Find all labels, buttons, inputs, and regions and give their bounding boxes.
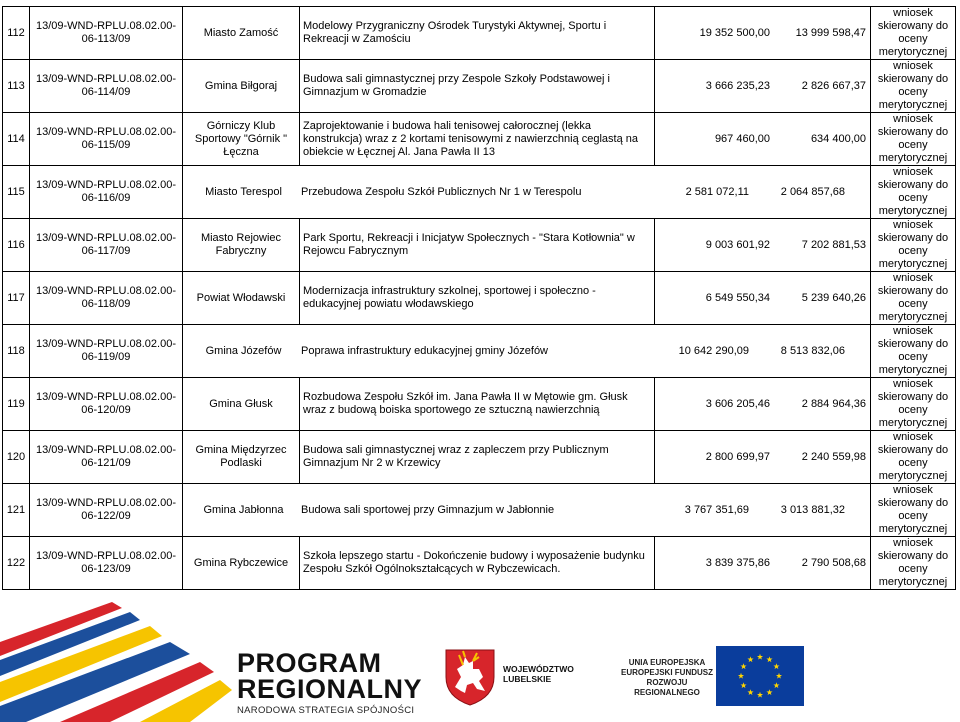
total-value: 3 767 351,69 <box>684 503 749 516</box>
row-number: 113 <box>3 60 30 113</box>
merged-details <box>183 166 871 219</box>
total-value: 3 606 205,46 <box>705 397 770 410</box>
table-row <box>3 7 956 60</box>
merged-details <box>183 484 871 537</box>
table-row <box>3 113 956 166</box>
table-row <box>3 484 956 537</box>
application-number: 13/09-WND-RPLU.08.02.00-06-121/09 <box>30 431 183 484</box>
eu-line3: ROZWOJU REGIONALNEGO <box>634 678 700 697</box>
applications-table <box>2 6 956 590</box>
application-number: 13/09-WND-RPLU.08.02.00-06-113/09 <box>30 7 183 60</box>
application-status: wniosek skierowany do oceny merytorycznej <box>871 484 956 537</box>
application-number: 13/09-WND-RPLU.08.02.00-06-116/09 <box>30 166 183 219</box>
application-number: 13/09-WND-RPLU.08.02.00-06-117/09 <box>30 219 183 272</box>
lubelskie-coat-of-arms-icon <box>443 647 497 707</box>
eu-line2: EUROPEJSKI FUNDUSZ <box>620 668 713 677</box>
application-number: 13/09-WND-RPLU.08.02.00-06-123/09 <box>30 537 183 590</box>
row-number: 112 <box>3 7 30 60</box>
co-financing: 2 790 508,68 <box>801 556 866 569</box>
project-title: Modelowy Przygraniczny Ośrodek Turystyki Aktywnej, Sportu i Rekreacji w Zamościu <box>300 7 655 60</box>
row-number: 121 <box>3 484 30 537</box>
value-cell <box>655 272 871 325</box>
value-cell <box>655 60 871 113</box>
row-number: 115 <box>3 166 30 219</box>
total-value: 3 666 235,23 <box>705 79 770 92</box>
co-financing: 3 013 881,32 <box>780 503 845 516</box>
row-number: 117 <box>3 272 30 325</box>
project-title: Przebudowa Zespołu Szkół Publicznych Nr 1 w Terespolu <box>301 185 582 198</box>
project-title: Modernizacja infrastruktury szkolnej, sportowej i społeczno - edukacyjnej powiatu włodawskiego <box>300 272 655 325</box>
co-financing: 2 240 559,98 <box>801 450 866 463</box>
row-number: 116 <box>3 219 30 272</box>
beneficiary: Miasto Terespol <box>205 185 282 198</box>
region-line2: LUBELSKIE <box>503 674 552 684</box>
row-number: 118 <box>3 325 30 378</box>
table-row <box>3 431 956 484</box>
application-number: 13/09-WND-RPLU.08.02.00-06-120/09 <box>30 378 183 431</box>
program-title-line2: REGIONALNY <box>237 674 423 704</box>
application-number: 13/09-WND-RPLU.08.02.00-06-114/09 <box>30 60 183 113</box>
value-cell <box>655 7 871 60</box>
co-financing: 634 400,00 <box>810 132 866 145</box>
table-row <box>3 537 956 590</box>
eu-flag-icon <box>716 646 804 706</box>
application-status: wniosek skierowany do oceny merytorycznej <box>871 166 956 219</box>
total-value: 19 352 500,00 <box>699 26 770 39</box>
table-row <box>3 325 956 378</box>
table-row <box>3 272 956 325</box>
application-status: wniosek skierowany do oceny merytorycznej <box>871 537 956 590</box>
row-number: 120 <box>3 431 30 484</box>
application-status: wniosek skierowany do oceny merytorycznej <box>871 60 956 113</box>
beneficiary: Powiat Włodawski <box>183 272 300 325</box>
beneficiary: Miasto Rejowiec Fabryczny <box>183 219 300 272</box>
program-subtitle: NARODOWA STRATEGIA SPÓJNOŚCI <box>237 705 415 716</box>
beneficiary: Gmina Głusk <box>183 378 300 431</box>
project-title: Zaprojektowanie i budowa hali tenisowej całorocznej (lekka konstrukcja) wraz z 2 kortami tenisowymi z nawierzchnią ceglastą na obiekcie w Łęcznej Al. Jana Pawła II 13 <box>300 113 655 166</box>
row-number: 119 <box>3 378 30 431</box>
beneficiary: Gmina Międzyrzec Podlaski <box>183 431 300 484</box>
total-value: 9 003 601,92 <box>705 238 770 251</box>
co-financing: 2 884 964,36 <box>801 397 866 410</box>
project-title: Budowa sali gimnastycznej wraz z zapleczem przy Publicznym Gimnazjum Nr 2 w Krzewicy <box>300 431 655 484</box>
program-regionalny-logo <box>237 650 422 716</box>
application-status: wniosek skierowany do oceny merytorycznej <box>871 219 956 272</box>
row-number: 114 <box>3 113 30 166</box>
table-row <box>3 378 956 431</box>
co-financing: 7 202 881,53 <box>801 238 866 251</box>
beneficiary: Gmina Józefów <box>205 344 282 357</box>
application-number: 13/09-WND-RPLU.08.02.00-06-118/09 <box>30 272 183 325</box>
total-value: 2 800 699,97 <box>705 450 770 463</box>
table-body <box>3 7 956 590</box>
application-status: wniosek skierowany do oceny merytorycznej <box>871 378 956 431</box>
application-number: 13/09-WND-RPLU.08.02.00-06-122/09 <box>30 484 183 537</box>
value-cell <box>655 537 871 590</box>
application-status: wniosek skierowany do oceny merytorycznej <box>871 113 956 166</box>
beneficiary: Górniczy Klub Sportowy "Górnik " Łęczna <box>183 113 300 166</box>
project-title: Poprawa infrastruktury edukacyjnej gminy Józefów <box>301 344 549 357</box>
region-name <box>503 664 574 684</box>
program-arrow-logo <box>0 590 240 722</box>
value-cell <box>655 219 871 272</box>
co-financing: 2 826 667,37 <box>801 79 866 92</box>
project-title: Rozbudowa Zespołu Szkół im. Jana Pawła II w Mętowie gm. Głusk wraz z budową boiska sportowego ze sztuczną nawierzchnią <box>300 378 655 431</box>
region-line1: WOJEWÓDZTWO <box>503 664 574 674</box>
application-status: wniosek skierowany do oceny merytorycznej <box>871 325 956 378</box>
project-title: Park Sportu, Rekreacji i Inicjatyw Społecznych - "Stara Kotłownia" w Rejowcu Fabrycznym <box>300 219 655 272</box>
total-value: 967 460,00 <box>714 132 770 145</box>
table-row <box>3 219 956 272</box>
project-title: Szkoła lepszego startu - Dokończenie budowy i wyposażenie budynku Zespołu Szkół Ogólnokształcących w Rybczewicach. <box>300 537 655 590</box>
eu-fund-label <box>620 658 714 698</box>
project-title: Budowa sali gimnastycznej przy Zespole Szkoły Podstawowej i Gimnazjum w Gromadzie <box>300 60 655 113</box>
value-cell <box>655 113 871 166</box>
co-financing: 13 999 598,47 <box>795 26 866 39</box>
application-number: 13/09-WND-RPLU.08.02.00-06-119/09 <box>30 325 183 378</box>
co-financing: 8 513 832,06 <box>780 344 845 357</box>
value-cell <box>655 431 871 484</box>
application-number: 13/09-WND-RPLU.08.02.00-06-115/09 <box>30 113 183 166</box>
application-status: wniosek skierowany do oceny merytorycznej <box>871 272 956 325</box>
beneficiary: Gmina Rybczewice <box>183 537 300 590</box>
total-value: 2 581 072,11 <box>685 185 749 198</box>
table-row <box>3 60 956 113</box>
program-title-line1: PROGRAM <box>237 648 382 678</box>
application-status: wniosek skierowany do oceny merytorycznej <box>871 431 956 484</box>
beneficiary: Gmina Jabłonna <box>203 503 284 516</box>
co-financing: 2 064 857,68 <box>780 185 845 198</box>
row-number: 122 <box>3 537 30 590</box>
co-financing: 5 239 640,26 <box>801 291 866 304</box>
total-value: 6 549 550,34 <box>705 291 770 304</box>
value-cell <box>655 378 871 431</box>
total-value: 3 839 375,86 <box>705 556 770 569</box>
eu-line1: UNIA EUROPEJSKA <box>628 658 706 667</box>
beneficiary: Gmina Biłgoraj <box>183 60 300 113</box>
project-title: Budowa sali sportowej przy Gimnazjum w Jabłonnie <box>301 503 555 516</box>
merged-details <box>183 325 871 378</box>
application-status: wniosek skierowany do oceny merytorycznej <box>871 7 956 60</box>
beneficiary: Miasto Zamość <box>183 7 300 60</box>
table-row <box>3 166 956 219</box>
total-value: 10 642 290,09 <box>678 344 749 357</box>
